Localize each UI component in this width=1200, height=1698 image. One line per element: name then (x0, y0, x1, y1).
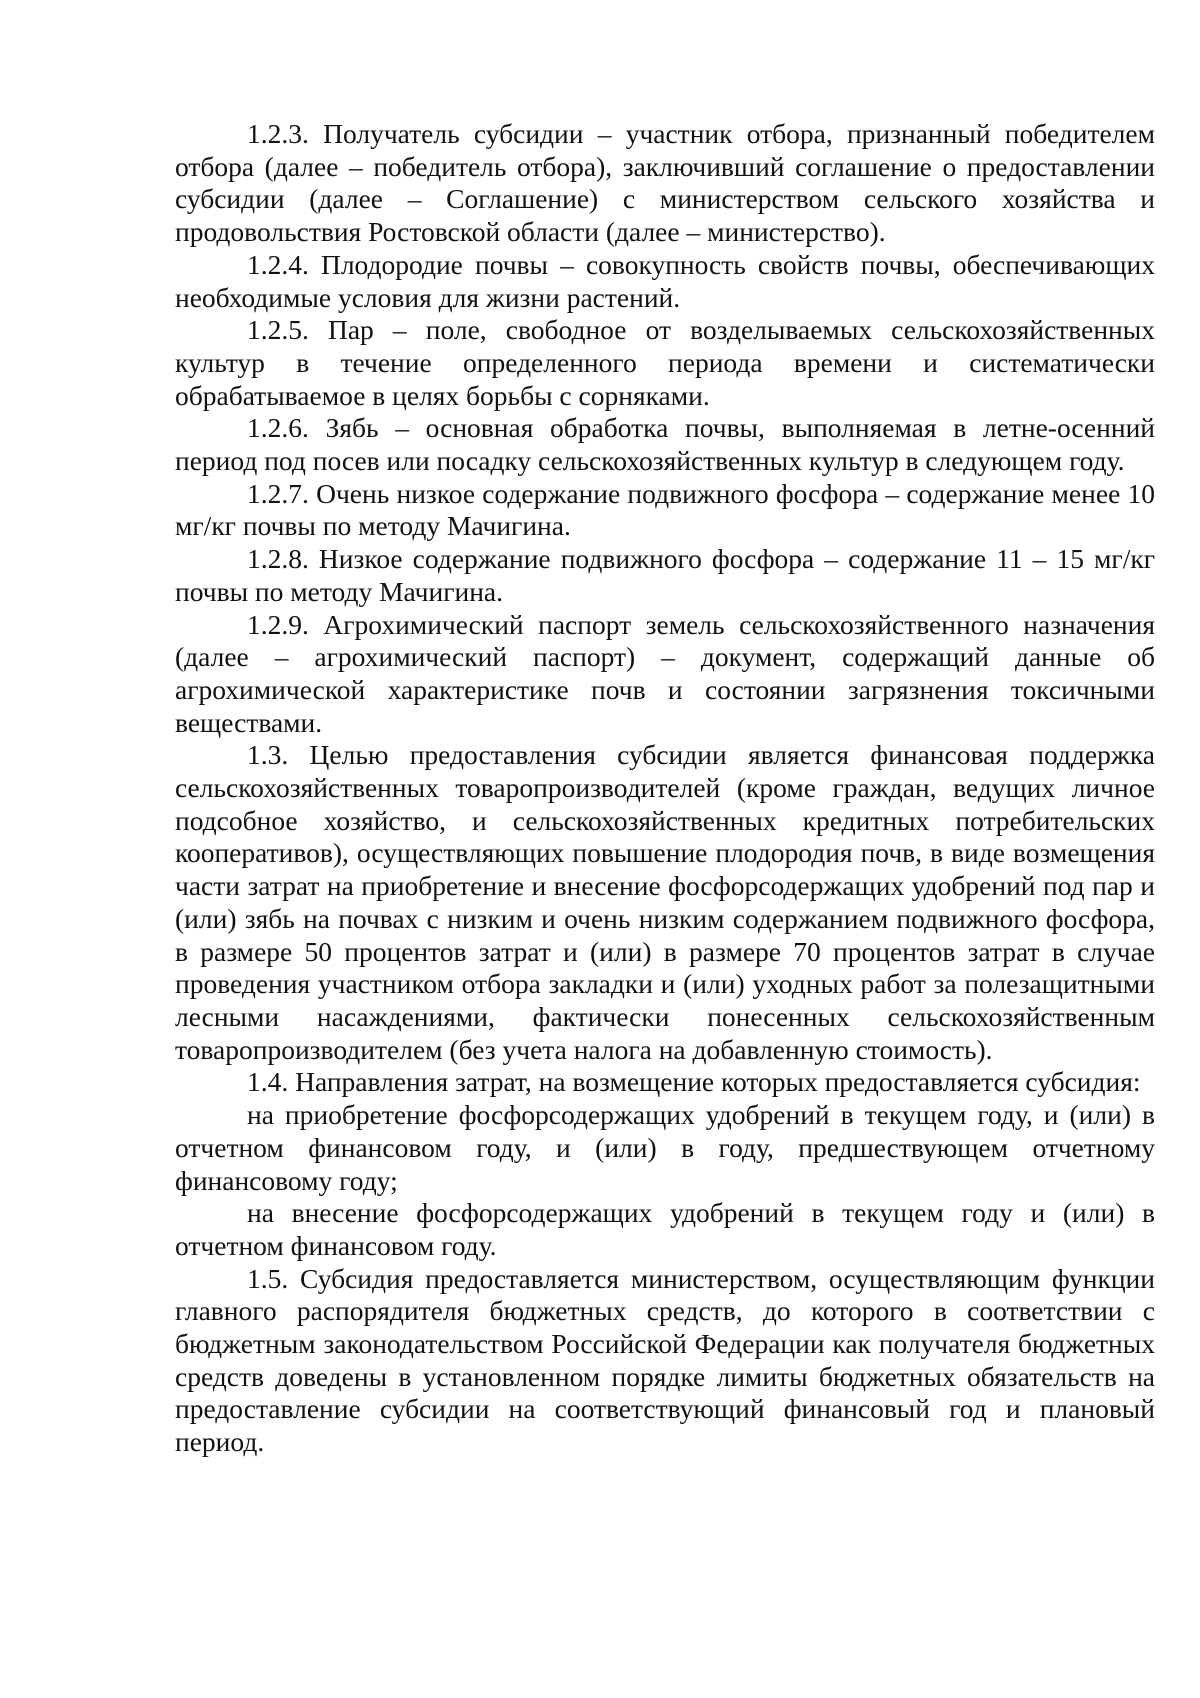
paragraph-1-2-8: 1.2.8. Низкое содержание подвижного фосфора – содержание 11 – 15 мг/кг почвы по методу Мачигина. (175, 543, 1155, 607)
paragraph-1-2-6: 1.2.6. Зябь – основная обработка почвы, выполняемая в летне-осенний период под посев или посадку сельскохозяйственных культур в следующем году. (175, 412, 1155, 477)
paragraph-1-2-4: 1.2.4. Плодородие почвы – совокупность свойств почвы, обеспечивающих необходимые условия для жизни растений. (175, 248, 1155, 313)
paragraph-1-2-5: 1.2.5. Пар – поле, свободное от возделываемых сельскохозяйственных культур в течение определенного периода времени и систематически обрабатываемое в целях борьбы с сорняками. (175, 314, 1155, 411)
paragraph-1-2-3: 1.2.3. Получатель субсидии – участник отбора, признанный победителем отбора (далее – победитель отбора), заключивший соглашение о предоставлении субсидии (далее – Соглашение) с министерством сельского хозяйства и продовольствия Ростовской области (далее – министерство). (175, 118, 1155, 248)
document-body (175, 118, 1155, 1459)
paragraph-1-4-item-application: на внесение фосфорсодержащих удобрений в текущем году и (или) в отчетном финансовом году. (175, 1197, 1155, 1261)
paragraph-1-4: 1.4. Направления затрат, на возмещение которых предоставляется субсидия: (247, 1066, 1141, 1098)
paragraph-1-3: 1.3. Целью предоставления субсидии является финансовая поддержка сельскохозяйственных товаропроизводителей (кроме граждан, ведущих личное подсобное хозяйство, и сельскохозяйственных кредитных потребительских кооперативов), осуществляющих повышение плодородия почв, в виде возмещения части затрат на приобретение и внесение фосфорсодержащих удобрений под пар и (или) зябь на почвах с низким и очень низким содержанием подвижного фосфора, в размере 50 процентов затрат и (или) в размере 70 процентов затрат в случае проведения участником отбора закладки и (или) уходных работ за полезащитными лесными насаждениями, фактически понесенных сельскохозяйственным товаропроизводителем (без учета налога на добавленную стоимость). (175, 739, 1155, 1065)
paragraph-1-2-7: 1.2.7. Очень низкое содержание подвижного фосфора – содержание менее 10 мг/кг почвы по методу Мачигина. (175, 477, 1155, 542)
paragraph-1-2-9: 1.2.9. Агрохимический паспорт земель сельскохозяйственного назначения (далее – агрохимический паспорт) – документ, содержащий данные об агрохимической характеристике почв и состоянии загрязнения токсичными веществами. (175, 608, 1155, 738)
paragraph-1-4-item-purchase: на приобретение фосфорсодержащих удобрений в текущем году, и (или) в отчетном финансовом году, и (или) в году, предшествующем отчетному финансовому году; (175, 1099, 1155, 1196)
paragraph-1-5: 1.5. Субсидия предоставляется министерством, осуществляющим функции главного распорядителя бюджетных средств, до которого в соответствии с бюджетным законодательством Российской Федерации как получателя бюджетных средств доведены в установленном порядке лимиты бюджетных обязательств на предоставление субсидии на соответствующий финансовый год и плановый период. (175, 1262, 1155, 1458)
